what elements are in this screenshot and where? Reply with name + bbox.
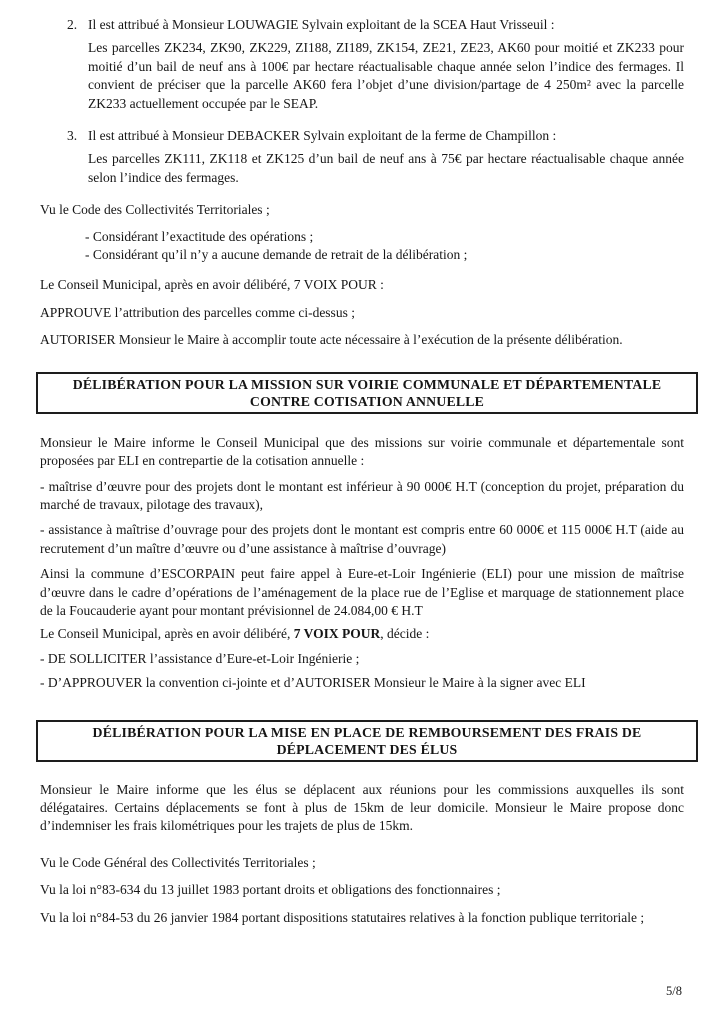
bullet-maitrise-oeuvre: - maîtrise d’œuvre pour des projets dont le montant est inférieur à 90 000€ H.T (conception du projet, préparation du marché de travaux, pilotage des travaux), <box>40 478 684 512</box>
paragraph: Monsieur le Maire informe le Conseil Municipal que des missions sur voirie communale et départementale sont proposées par ELI en contrepartie de la cotisation annuelle : <box>40 434 684 469</box>
deliberation-title-box-voirie <box>36 372 698 414</box>
item-number: 3. <box>67 128 78 144</box>
decision-line <box>40 625 684 643</box>
paragraph: Monsieur le Maire informe que les élus se déplacent aux réunions pour les commissions auxquelles ils sont délégataires. Certains déplacements se font à plus de 15km de leur domicile. Monsieur le Maire propose donc d’indemniser les frais kilométriques pour les trajets de plus de 15km. <box>40 781 684 834</box>
vu-code-general-line: Vu le Code Général des Collectivités Territoriales ; <box>40 854 316 870</box>
paragraph: Ainsi la commune d’ESCORPAIN peut faire appel à Eure-et-Loir Ingénierie (ELI) pour une mission de maîtrise d’œuvre dans le cadre d’opérations de l’aménagement de la place rue de l’Eglise et marquage de stationnement place de la Foucauderie ayant pour montant prévisionnel de 24.084,00 € H.T <box>40 566 684 618</box>
section-parcel-attribution <box>40 16 684 350</box>
considerant-line: - Considérant qu’il n’y a aucune demande de retrait de la délibération ; <box>85 247 468 263</box>
item-intro: Il est attribué à Monsieur LOUWAGIE Sylvain exploitant de la SCEA Haut Vrisseuil : <box>88 17 555 32</box>
title-line-2: CONTRE COTISATION ANNUELLE <box>249 393 485 409</box>
numbered-item-2 <box>40 16 684 113</box>
section-voirie <box>40 434 684 693</box>
vu-loi-83-634-line: Vu la loi n°83-634 du 13 juillet 1983 portant droits et obligations des fonctionnaires ; <box>40 882 501 898</box>
item-intro: Il est attribué à Monsieur DEBACKER Sylvain exploitant de la ferme de Champillon : <box>88 128 557 144</box>
title-line-2: DÉPLACEMENT DES ÉLUS <box>276 741 458 757</box>
decision-line: Le Conseil Municipal, après en avoir délibéré, 7 VOIX POUR : <box>40 277 384 293</box>
decision-approuver: - D’APPROUVER la convention ci-jointe et d’AUTORISER Monsieur le Maire à la signer avec ELI <box>40 675 586 691</box>
item-body: Les parcelles ZK111, ZK118 et ZK125 d’un bail de neuf ans à 75€ par hectare réactualisable chaque année selon l’indice des fermages. <box>88 151 684 185</box>
decision-solliciter: - DE SOLLICITER l’assistance d’Eure-et-Loir Ingénierie ; <box>40 650 360 666</box>
vu-code-line: Vu le Code des Collectivités Territoriales ; <box>40 202 270 218</box>
title-line-1: DÉLIBÉRATION POUR LA MISSION SUR VOIRIE COMMUNALE ET DÉPARTEMENTALE <box>72 376 662 392</box>
deliberation-title-box-frais <box>36 720 698 762</box>
page-number: 5/8 <box>666 984 682 998</box>
numbered-item-3 <box>40 127 684 187</box>
section-frais-deplacement <box>40 781 684 927</box>
page-content <box>40 16 684 927</box>
decision-prefix: Le Conseil Municipal, après en avoir délibéré, <box>40 626 294 642</box>
autoriser-line: AUTORISER Monsieur le Maire à accomplir toute acte nécessaire à l’exécution de la présente délibération. <box>40 332 623 348</box>
decision-suffix: , décide : <box>380 626 430 642</box>
bullet-assistance-ouvrage: - assistance à maîtrise d’ouvrage pour des projets dont le montant est compris entre 60 000€ et 115 000€ H.T (aide au recrutement d’un maître d’œuvre ou d’une assistance à maîtrise d’ouvrage) <box>40 522 684 556</box>
title-line-1: DÉLIBÉRATION POUR LA MISE EN PLACE DE REMBOURSEMENT DES FRAIS DE <box>92 724 642 740</box>
approuve-line: APPROUVE l’attribution des parcelles comme ci-dessus ; <box>40 304 355 320</box>
vu-loi-84-53-line: Vu la loi n°84-53 du 26 janvier 1984 portant dispositions statutaires relatives à la fonction publique territoriale ; <box>40 909 645 925</box>
item-body: Les parcelles ZK234, ZK90, ZK229, ZI188, ZI189, ZK154, ZE21, ZE23, AK60 pour moitié et ZK233 pour moitié d’un bail de neuf ans à 100€ par hectare réactualisable chaque année selon l’indice des fermages. Il convient de préciser que la parcelle AK60 fera l’objet d’une division/partage de 4 250m² avec la parcelle ZK233 actuellement occupée par le SEAP. <box>88 40 684 111</box>
decision-votes: 7 VOIX POUR <box>293 626 381 642</box>
considerants <box>40 228 684 265</box>
item-number: 2. <box>67 17 78 32</box>
considerant-line: - Considérant l’exactitude des opérations ; <box>85 228 314 244</box>
